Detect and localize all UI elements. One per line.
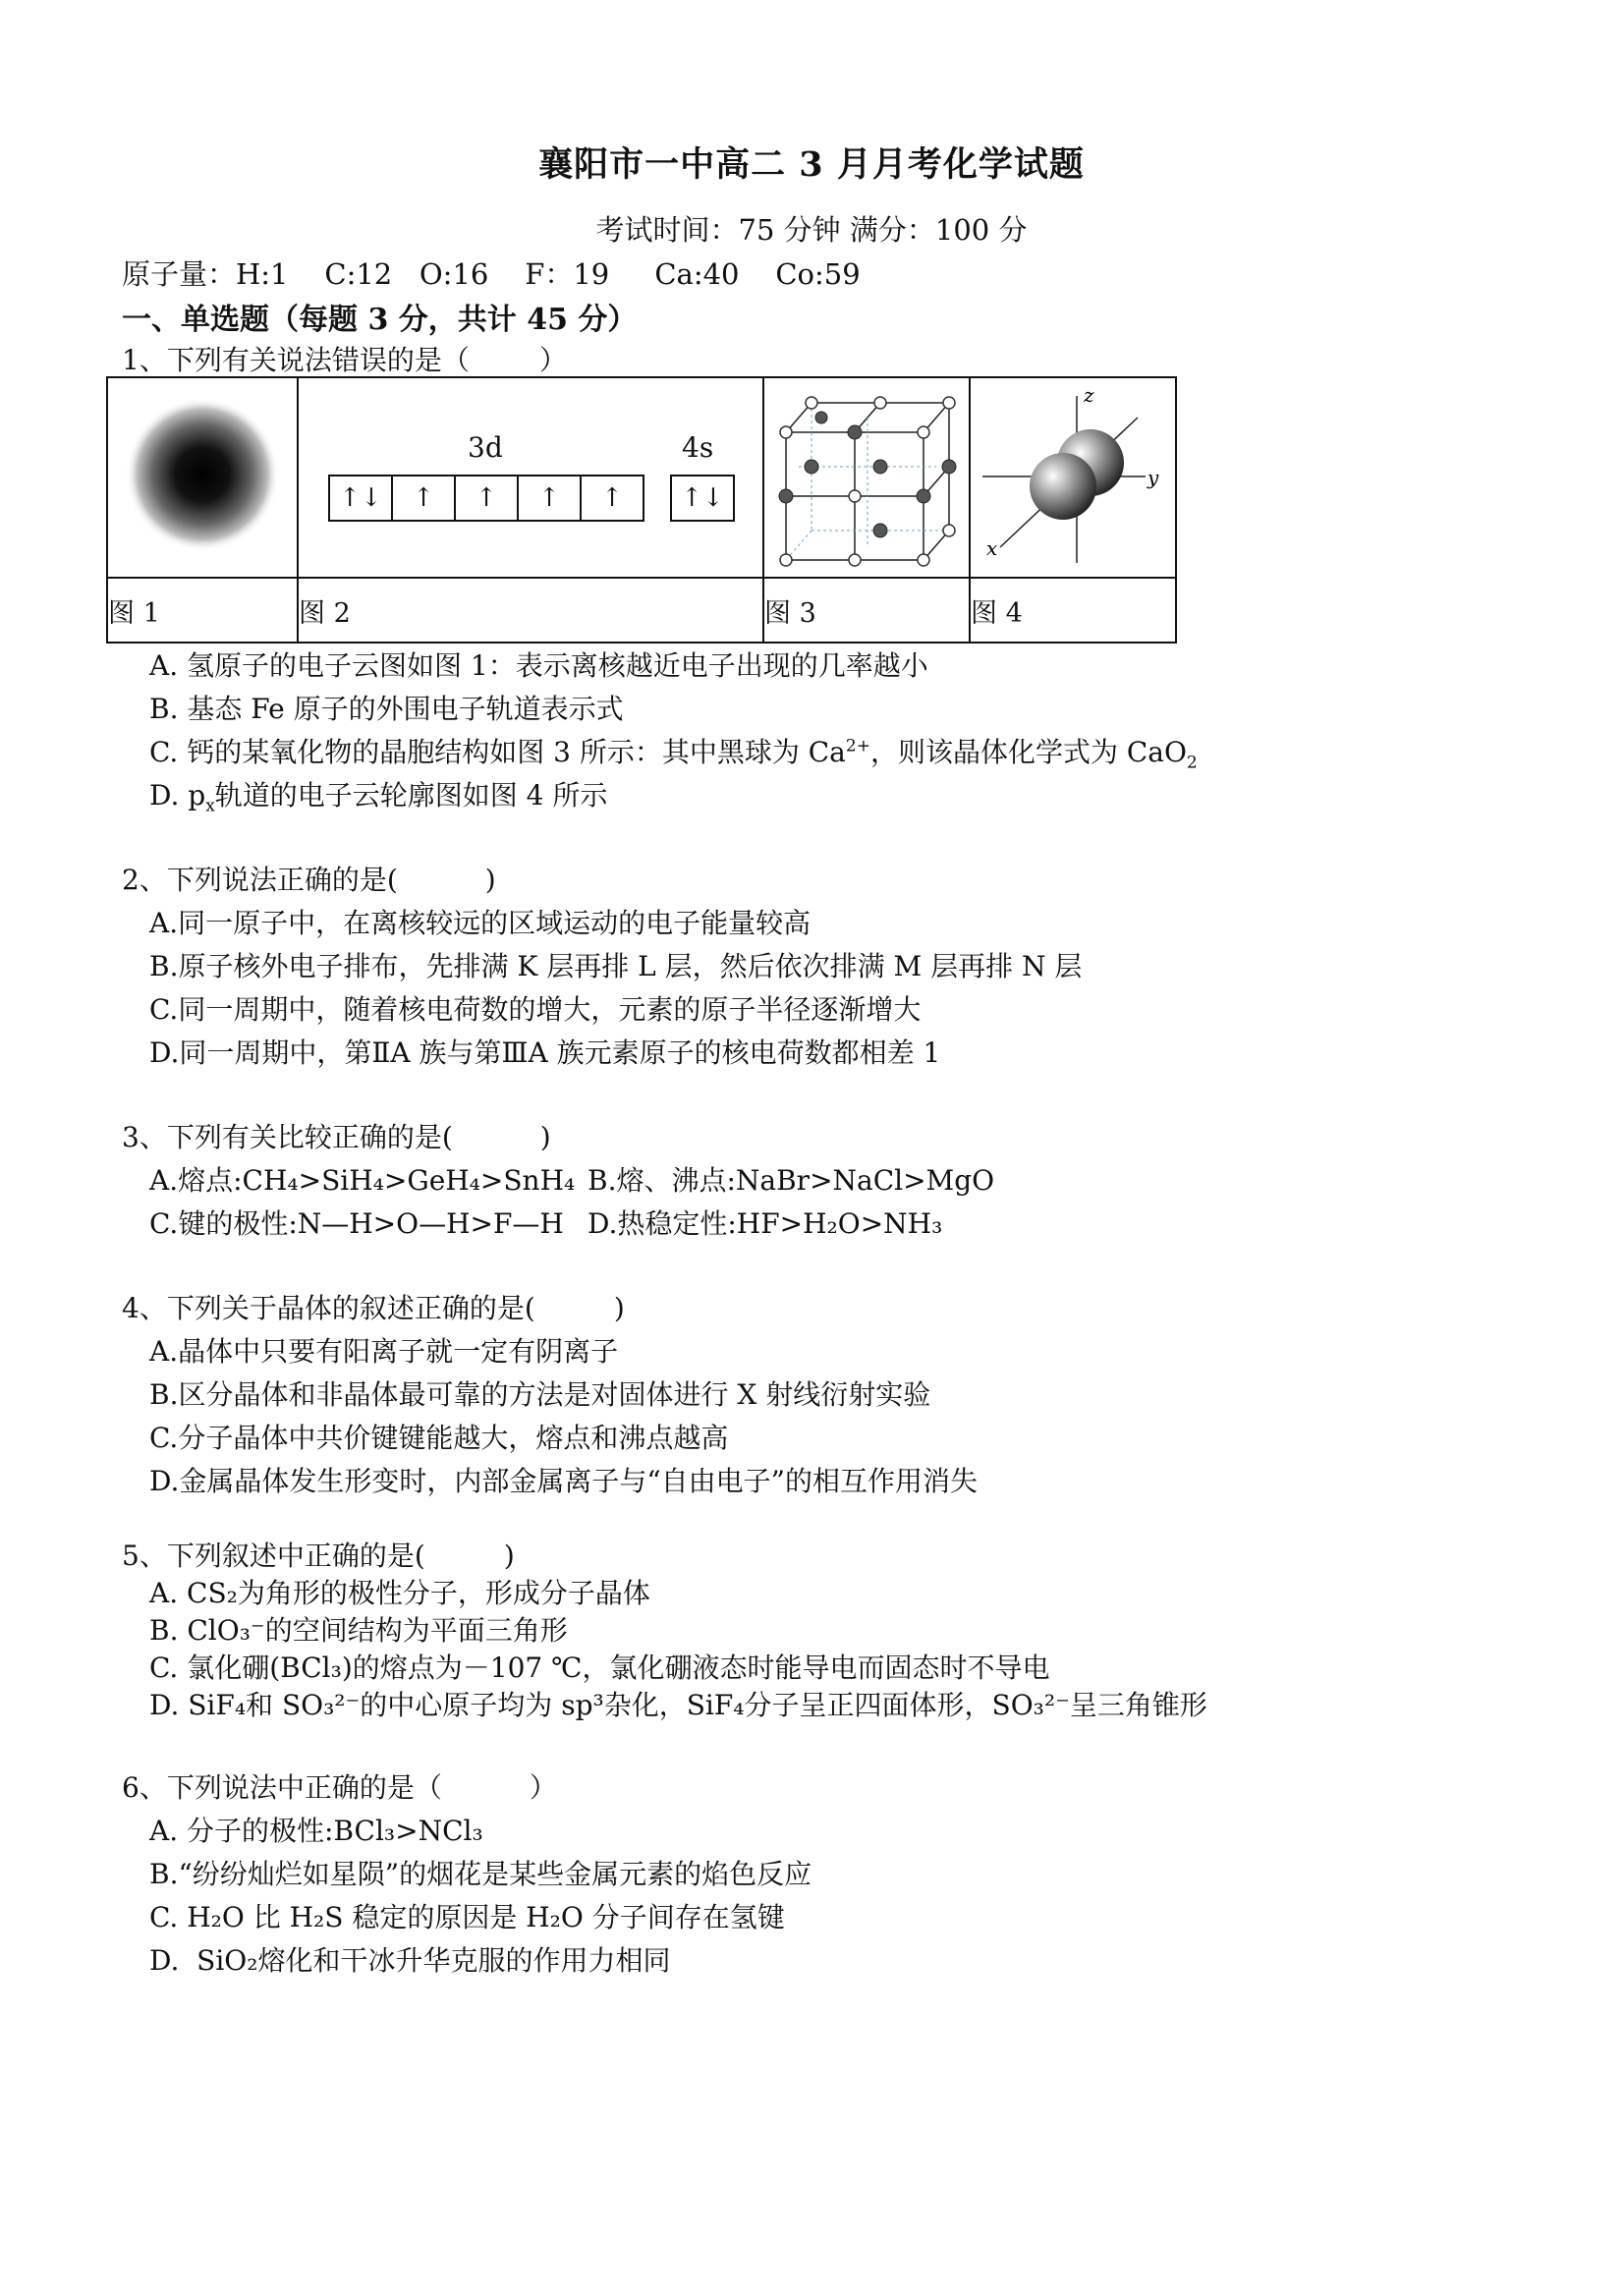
q4-option-b: B.区分晶体和非晶体最可靠的方法是对固体进行 X 射线衍射实验 <box>149 1378 931 1411</box>
q5-option-c: C. 氯化硼(BCl₃)的熔点为－107 ℃，氯化硼液态时能导电而固态时不导电 <box>149 1652 1050 1684</box>
figure-3-caption: 图 3 <box>763 578 970 643</box>
axis-x-label: x <box>986 536 998 560</box>
q5-option-d: D. SiF₄和 SO₃²⁻的中心原子均为 sp³杂化，SiF₄分子呈正四面体形，SO₃²⁻呈三角锥形 <box>149 1689 1207 1721</box>
q2-option-c: C.同一周期中，随着核电荷数的增大，元素的原子半径逐渐增大 <box>149 993 922 1026</box>
question-5-stem: 5、下列叙述中正确的是( ) <box>122 1540 515 1572</box>
axis-z-label: z <box>1084 383 1094 407</box>
q5-option-a: A. CS₂为角形的极性分子，形成分子晶体 <box>149 1577 650 1609</box>
figure-table <box>106 376 1177 644</box>
orbital-3d-3: ↑ <box>456 476 519 520</box>
q5-option-b: B. ClO₃⁻的空间结构为平面三角形 <box>149 1614 568 1647</box>
q2-option-b: B.原子核外电子排布，先排满 K 层再排 L 层，然后依次排满 M 层再排 N 层 <box>149 950 1083 982</box>
q6-option-b: B.“纷纷灿烂如星陨”的烟花是某些金属元素的焰色反应 <box>149 1858 812 1890</box>
orbital-3d-2: ↑ <box>393 476 456 520</box>
figure-2-cell <box>298 377 763 578</box>
q1-option-c: C. 钙的某氧化物的晶胞结构如图 3 所示：其中黑球为 $Ca^{2+}$，则该晶体化学式为 CaO$_2$ <box>149 736 1198 773</box>
q6-option-d: D. SiO₂熔化和干冰升华克服的作用力相同 <box>149 1944 671 1977</box>
orbital-box-3d <box>328 475 644 522</box>
figure-4-caption: 图 4 <box>970 578 1176 643</box>
atomic-mass-line: 原子量：H:1 C:12 O:16 F：19 Ca:40 Co:59 <box>122 257 861 291</box>
q3-option-a: A.熔点:CH₄>SiH₄>GeH₄>SnH₄ <box>149 1164 576 1197</box>
q6-option-c: C. H₂O 比 H₂S 稳定的原因是 H₂O 分子间存在氢键 <box>149 1901 785 1933</box>
q2-option-a: A.同一原子中，在离核较远的区域运动的电子能量较高 <box>149 907 812 939</box>
question-2-stem: 2、下列说法正确的是( ) <box>122 864 496 896</box>
orbital-3d-5: ↑ <box>601 483 623 513</box>
figure-1-cell <box>107 377 298 578</box>
axis-y-label: y <box>1147 466 1159 489</box>
figure-3-cell <box>763 377 970 578</box>
section-heading: 一、单选题（每题 3 分，共计 45 分） <box>122 303 638 337</box>
q3-option-c: C.键的极性:N—H>O—H>F—H <box>149 1207 564 1240</box>
question-3-stem: 3、下列有关比较正确的是( ) <box>122 1121 551 1153</box>
q4-option-a: A.晶体中只要有阳离子就一定有阴离子 <box>149 1335 619 1368</box>
label-4s: 4s <box>682 431 714 464</box>
orbital-3d-4: ↑ <box>519 476 582 520</box>
q3-option-b: B.熔、沸点:NaBr>NaCl>MgO <box>588 1164 995 1197</box>
q4-option-c: C.分子晶体中共价键键能越大，熔点和沸点越高 <box>149 1422 729 1454</box>
q1-option-b: B. 基态 Fe 原子的外围电子轨道表示式 <box>149 693 624 725</box>
question-1-stem: 1、下列有关说法错误的是（ ） <box>122 344 568 376</box>
q3-option-d: D.热稳定性:HF>H₂O>NH₃ <box>588 1207 943 1240</box>
q4-option-d: D.金属晶体发生形变时，内部金属离子与“自由电子”的相互作用消失 <box>149 1465 978 1497</box>
orbital-box-4s <box>670 475 735 522</box>
figure-4-cell <box>970 377 1176 578</box>
exam-info: 考试时间：75 分钟 满分：100 分 <box>595 213 1028 247</box>
q1-option-d: D. $p_x$轨道的电子云轮廓图如图 4 所示 <box>149 779 608 816</box>
px-orbital-image <box>971 378 1175 573</box>
q1-option-a: A. 氢原子的电子云图如图 1：表示离核越近电子出现的几率越小 <box>149 649 928 682</box>
figure-2-caption: 图 2 <box>298 578 763 643</box>
page-title: 襄阳市一中高二 3 月月考化学试题 <box>538 144 1085 185</box>
orbital-3d-1: ↑↓ <box>330 476 393 520</box>
orbital-4s-1: ↑↓ <box>681 483 724 513</box>
figure-1-caption: 图 1 <box>107 578 298 643</box>
q2-option-d: D.同一周期中，第ⅡA 族与第ⅢA 族元素原子的核电荷数都相差 1 <box>149 1036 941 1069</box>
question-4-stem: 4、下列关于晶体的叙述正确的是( ) <box>122 1292 625 1324</box>
question-6-stem: 6、下列说法中正确的是（ ） <box>122 1771 557 1804</box>
label-3d: 3d <box>468 431 503 464</box>
q6-option-a: A. 分子的极性:BCl₃>NCl₃ <box>149 1815 483 1847</box>
electron-cloud-image <box>108 378 297 573</box>
crystal-cell-image <box>764 378 969 573</box>
